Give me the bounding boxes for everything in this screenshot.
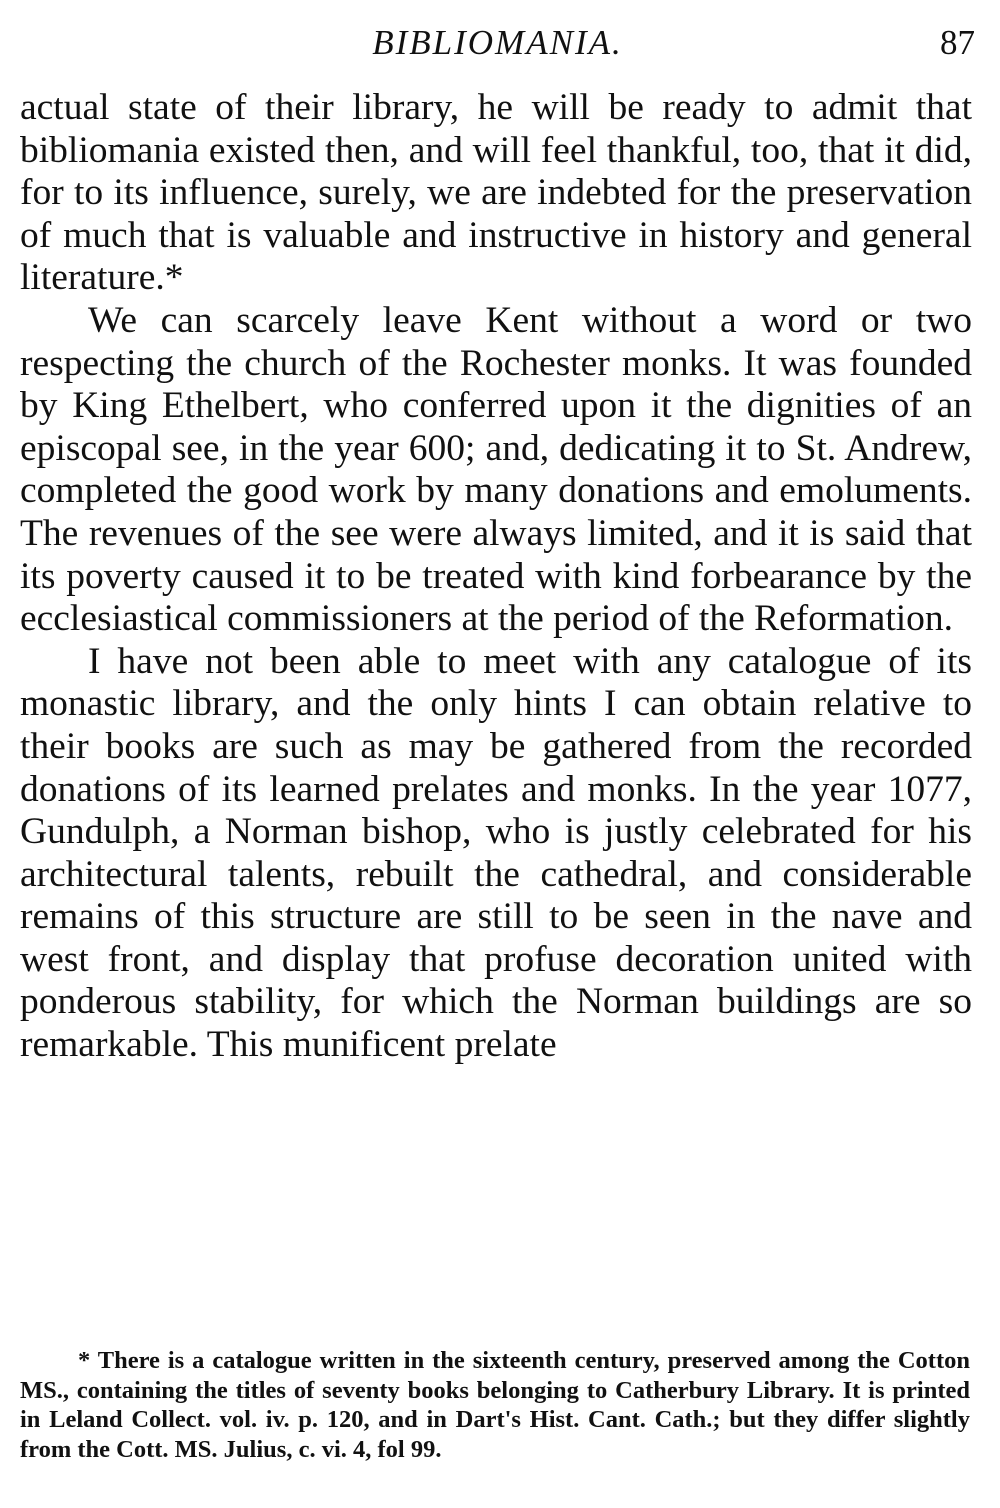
footnote-text: * There is a catalogue written in the sixteenth century, preserved among the Cotton MS., containing the titles of seventy books belonging to Catherbury Library. It is printed in Leland Collect. vol. iv. p. 120, and in Dart's Hist. Cant. Cath.; but they differ slightly from the Cott. MS. Julius, c. vi. 4, fol 99. [20,1347,970,1463]
body-text [20,87,972,1067]
running-title: BIBLIOMANIA. [372,23,623,62]
paragraph-continued: actual state of their library, he will be ready to admit that bibliomania existed then, and will feel thankful, too, that it did, for to its influence, surely, we are indebted for the preservation of much that is valuable and instructive in history and general literature.* [20,87,972,299]
paragraph-catalogue: I have not been able to meet with any catalogue of its monastic library, and the only hints I can obtain relative to their books are such as may be gathered from the recorded donations of its learned prelates and monks. In the year 1077, Gundulph, a Norman bishop, who is justly celebrated for his architectural talents, rebuilt the cathedral, and considerable remains of this structure are still to be seen in the nave and west front, and display that profuse decoration united with ponderous stability, for which the Norman buildings are so remarkable. This munificent prelate [20,640,972,1066]
page-number: 87 [940,23,975,62]
footnote [20,1346,970,1464]
paragraph-rochester: We can scarcely leave Kent without a word or two respecting the church of the Rochester monks. It was founded by King Ethelbert, who conferred upon it the dignities of an episcopal see, in the year 600; and, dedicating it to St. Andrew, completed the good work by many donations and emoluments. The revenues of the see were always limited, and it is said that its poverty caused it to be treated with kind forbearance by the ecclesiastical commissioners at the period of the Reformation. [20,299,972,640]
running-head [20,18,975,68]
